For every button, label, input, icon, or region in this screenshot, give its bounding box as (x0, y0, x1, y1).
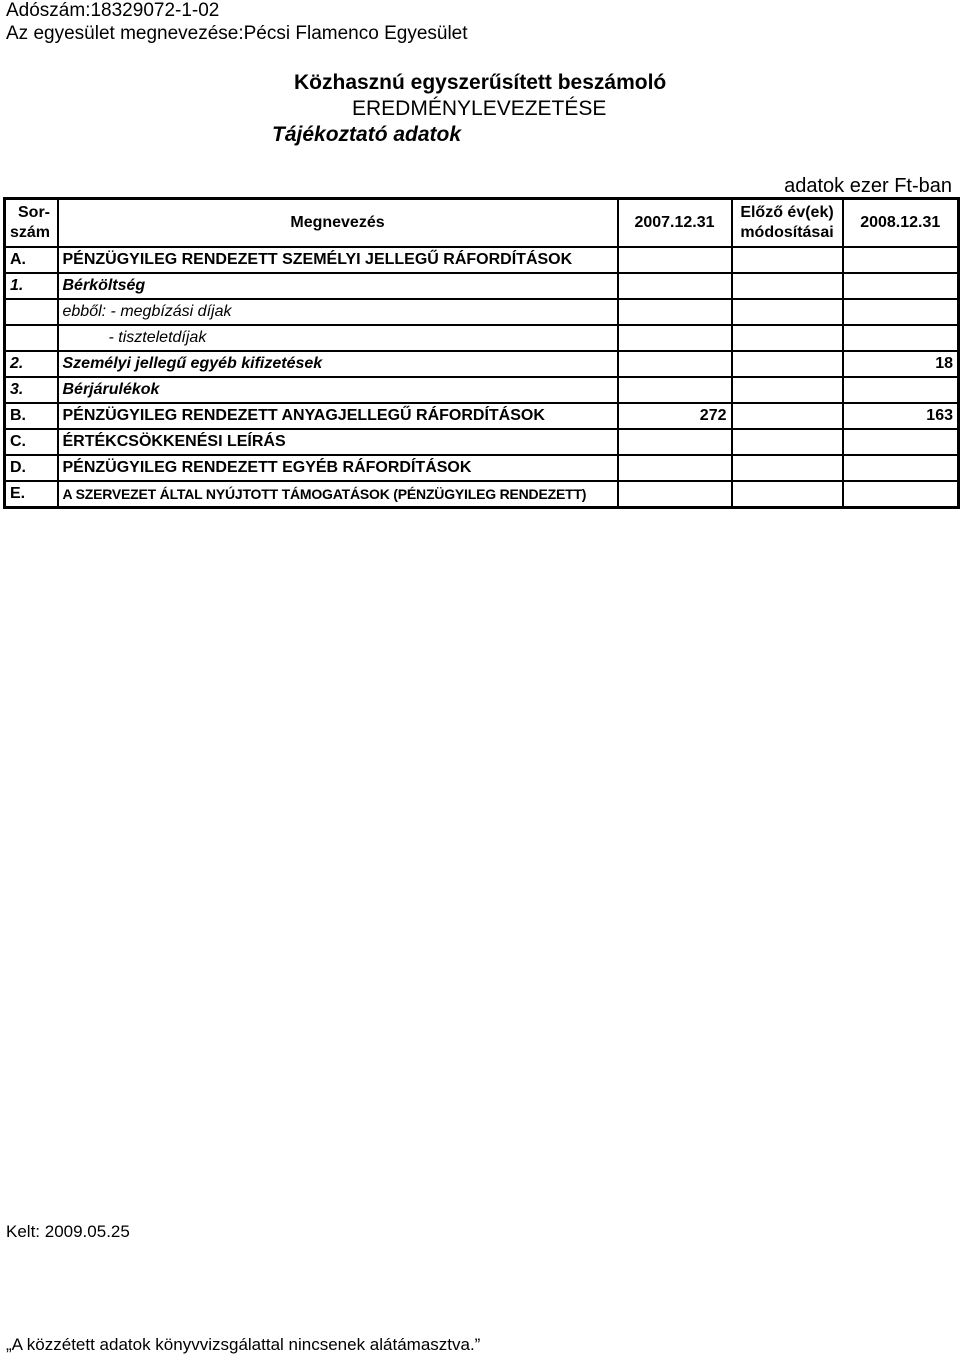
row-mod (732, 455, 843, 481)
row-mod (732, 247, 843, 273)
row-mod (732, 377, 843, 403)
header-code (5, 199, 58, 248)
header-name (58, 199, 618, 248)
row-curr (843, 455, 959, 481)
row-prev (618, 455, 732, 481)
report-section-title: Tájékoztató adatok (272, 123, 462, 146)
row-name: Személyi jellegű egyéb kifizetések (58, 351, 618, 377)
row-curr (843, 377, 959, 403)
row-name: PÉNZÜGYILEG RENDEZETT SZEMÉLYI JELLEGŰ RÁFORDÍTÁSOK (58, 247, 618, 273)
header-prev (618, 199, 732, 248)
row-code (5, 325, 58, 351)
row-prev (618, 351, 732, 377)
unit-note: adatok ezer Ft-ban (784, 175, 952, 197)
row-name: Bérköltség (58, 273, 618, 299)
header-code-line1: Sor- (18, 204, 50, 221)
row-mod (732, 299, 843, 325)
row-mod (732, 351, 843, 377)
row-name: A SZERVEZET ÁLTAL NYÚJTOTT TÁMOGATÁSOK (PÉNZÜGYILEG RENDEZETT) (58, 481, 618, 508)
row-code: B. (5, 403, 58, 429)
row-name: Bérjárulékok (58, 377, 618, 403)
row-name: ebből: - megbízási díjak (58, 299, 618, 325)
header-curr-label: 2008.12.31 (860, 214, 941, 231)
row-code: 1. (5, 273, 58, 299)
row-curr (843, 325, 959, 351)
row-mod (732, 273, 843, 299)
table-row (5, 403, 959, 429)
header-prev-label: 2007.12.31 (634, 214, 715, 231)
row-name: PÉNZÜGYILEG RENDEZETT EGYÉB RÁFORDÍTÁSOK (58, 455, 618, 481)
row-mod (732, 325, 843, 351)
row-prev (618, 429, 732, 455)
row-code (5, 299, 58, 325)
organization-name: Az egyesület megnevezése:Pécsi Flamenco Egyesület (6, 23, 468, 44)
row-name: PÉNZÜGYILEG RENDEZETT ANYAGJELLEGŰ RÁFORDÍTÁSOK (58, 403, 618, 429)
row-code: 3. (5, 377, 58, 403)
row-code: C. (5, 429, 58, 455)
report-title: Közhasznú egyszerűsített beszámoló (294, 71, 667, 94)
table-row (5, 351, 959, 377)
row-prev (618, 377, 732, 403)
row-curr (843, 247, 959, 273)
audit-disclaimer: „A közzétett adatok könyvvizsgálattal nincsenek alátámasztva.” (6, 1335, 481, 1354)
issue-date: Kelt: 2009.05.25 (6, 1222, 130, 1241)
row-mod (732, 481, 843, 508)
table-row (5, 299, 959, 325)
row-curr (843, 429, 959, 455)
row-prev (618, 325, 732, 351)
row-curr (843, 273, 959, 299)
tax-id: Adószám:18329072-1-02 (6, 0, 220, 21)
table-row (5, 273, 959, 299)
row-mod (732, 429, 843, 455)
table-row (5, 377, 959, 403)
row-prev (618, 299, 732, 325)
header-curr (843, 199, 959, 248)
table-row (5, 247, 959, 273)
table-header-row (5, 199, 959, 248)
header-name-label: Megnevezés (290, 214, 385, 231)
header-code-line2: szám (10, 224, 51, 241)
header-mod-line1: Előző év(ek) (740, 204, 834, 221)
row-curr (843, 299, 959, 325)
report-subtitle: EREDMÉNYLEVEZETÉSE (352, 97, 607, 120)
row-prev (618, 247, 732, 273)
row-prev (618, 481, 732, 508)
row-name: - tiszteletdíjak (58, 325, 618, 351)
row-code: D. (5, 455, 58, 481)
table-row (5, 481, 959, 508)
row-code: E. (5, 481, 58, 508)
row-curr: 18 (843, 351, 959, 377)
row-curr (843, 481, 959, 508)
table-row (5, 325, 959, 351)
row-prev (618, 273, 732, 299)
table-row (5, 429, 959, 455)
row-code: 2. (5, 351, 58, 377)
header-mod (732, 199, 843, 248)
row-mod (732, 403, 843, 429)
row-prev: 272 (618, 403, 732, 429)
row-curr: 163 (843, 403, 959, 429)
header-mod-line2: módosításai (740, 224, 834, 241)
income-statement-table (3, 197, 960, 509)
row-code: A. (5, 247, 58, 273)
table-row (5, 455, 959, 481)
row-name: ÉRTÉKCSÖKKENÉSI LEÍRÁS (58, 429, 618, 455)
